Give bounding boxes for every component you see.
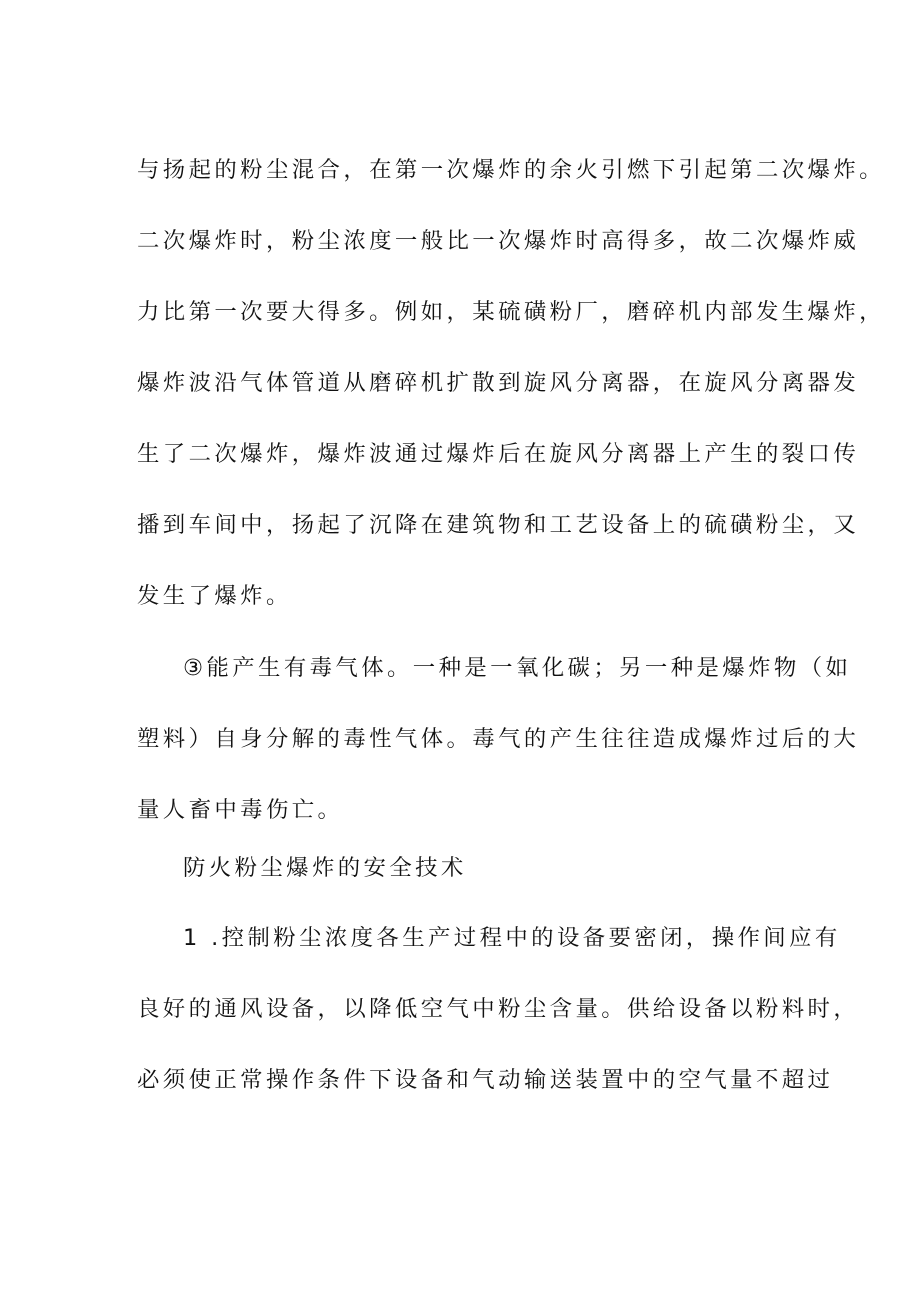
paragraph-line: 生了二次爆炸，爆炸波通过爆炸后在旋风分离器上产生的裂口传 [137, 441, 860, 467]
paragraph-line: 发生了爆炸。 [137, 583, 292, 609]
paragraph-line: 良好的通风设备，以降低空气中粉尘含量。供给设备以粉料时， [137, 996, 860, 1022]
paragraph-line: 塑料）自身分解的毒性气体。毒气的产生往往造成爆炸过后的大 [137, 726, 860, 752]
paragraph-line: 量人畜中毒伤亡。 [137, 797, 344, 823]
paragraph-line: 必须使正常操作条件下设备和气动输送装置中的空气量不超过 [137, 1067, 834, 1093]
paragraph-line: 二次爆炸时，粉尘浓度一般比一次爆炸时高得多，故二次爆炸威 [137, 228, 860, 254]
paragraph-line: 力比第一次要大得多。例如，某硫磺粉厂，磨碎机内部发生爆炸， [137, 299, 885, 325]
paragraph-line: 爆炸波沿气体管道从磨碎机扩散到旋风分离器，在旋风分离器发 [137, 370, 860, 396]
paragraph-line: 播到车间中，扬起了沉降在建筑物和工艺设备上的硫磺粉尘，又 [137, 512, 860, 538]
paragraph-line: 1 .控制粉尘浓度各生产过程中的设备要密闭，操作间应有 [183, 925, 841, 951]
section-heading: 防火粉尘爆炸的安全技术 [183, 855, 467, 881]
paragraph-line: 与扬起的粉尘混合，在第一次爆炸的余火引燃下引起第二次爆炸。 [137, 157, 885, 183]
paragraph-line: ③能产生有毒气体。一种是一氧化碳；另一种是爆炸物（如 [183, 655, 852, 681]
